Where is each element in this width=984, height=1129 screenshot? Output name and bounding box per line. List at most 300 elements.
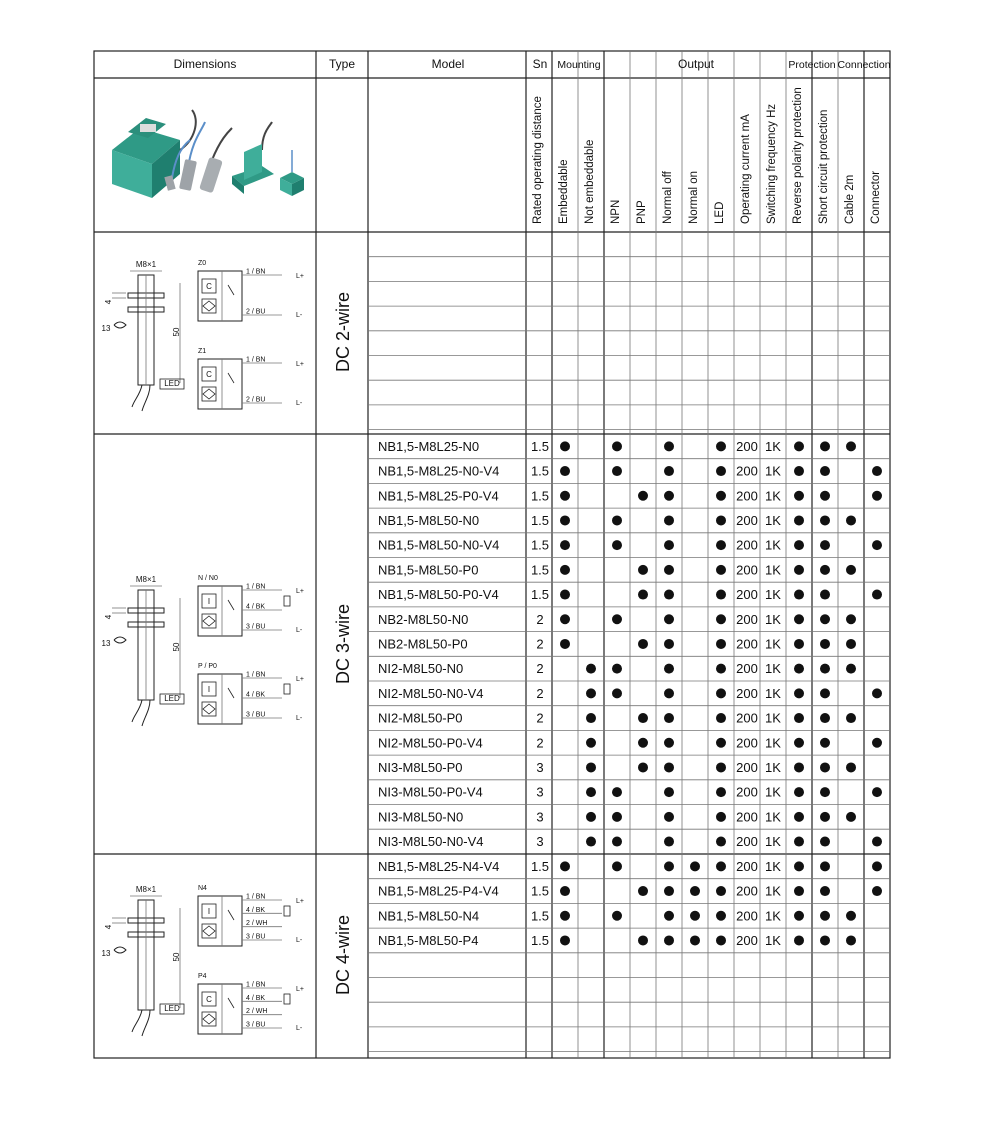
dot-emb — [560, 491, 570, 501]
column-label: Normal off — [662, 171, 674, 224]
sn-value: 3 — [536, 809, 544, 825]
dot-led — [716, 688, 726, 698]
dot-rev — [794, 515, 804, 525]
sn-value: 1.5 — [530, 512, 550, 528]
dot-led — [716, 540, 726, 550]
dot-pnp — [638, 935, 648, 945]
wire-label: 1 / BN — [246, 893, 266, 901]
terminal-plus: L+ — [296, 898, 304, 905]
sn-value: 2 — [536, 636, 544, 652]
dot-nemb — [586, 664, 596, 674]
dot-npn — [612, 614, 622, 624]
dot-noff — [664, 812, 674, 822]
thread-label: M8×1 — [135, 885, 157, 894]
dot-led — [716, 664, 726, 674]
type-dc-2-wire: DC 2-wire — [333, 291, 353, 373]
circuit-label: P / P0 — [198, 663, 217, 670]
model-name: NB1,5-M8L50-P0 — [378, 562, 479, 578]
dot-rev — [794, 540, 804, 550]
led-label: LED — [164, 1004, 180, 1013]
frequency-value: 1K — [765, 463, 781, 479]
dot-cable — [846, 441, 856, 451]
dot-rev — [794, 466, 804, 476]
dot-emb — [560, 861, 570, 871]
wire-label: 1 / BN — [246, 268, 266, 276]
thread-label: M8×1 — [135, 260, 157, 269]
model-name: NB1,5-M8L25-N0 — [378, 438, 480, 454]
dot-rev — [794, 565, 804, 575]
wire-label: 4 / BK — [246, 603, 266, 611]
dot-npn — [612, 664, 622, 674]
dot-conn — [872, 491, 882, 501]
current-value: 200 — [736, 809, 758, 825]
column-label: Short circuit protection — [818, 109, 830, 224]
current-value: 200 — [736, 438, 758, 454]
dot-cable — [846, 713, 856, 723]
model-name: NI2-M8L50-P0-V4 — [378, 735, 483, 751]
wire-label: 4 / BK — [246, 691, 266, 699]
column-label: Cable 2m — [844, 174, 856, 224]
sn-value: 1.5 — [530, 562, 550, 578]
led-label: LED — [164, 694, 180, 703]
dot-noff — [664, 861, 674, 871]
current-value: 200 — [736, 463, 758, 479]
dot-nemb — [586, 688, 596, 698]
dot-conn — [872, 861, 882, 871]
dot-conn — [872, 540, 882, 550]
terminal-plus: L+ — [296, 986, 304, 993]
wire-label: 3 / BU — [246, 933, 266, 941]
model-name: NB1,5-M8L50-P0-V4 — [378, 587, 499, 603]
sn-value: 1.5 — [530, 932, 550, 948]
terminal-minus: L- — [296, 937, 303, 944]
frequency-value: 1K — [765, 735, 781, 751]
current-value: 200 — [736, 908, 758, 924]
dot-emb — [560, 614, 570, 624]
header-mounting: Mounting — [557, 59, 601, 71]
dot-rev — [794, 935, 804, 945]
model-name: NB2-M8L50-N0 — [378, 611, 469, 627]
dot-rev — [794, 787, 804, 797]
wire-label: 3 / BU — [246, 623, 266, 631]
model-name: NB1,5-M8L50-N4 — [378, 908, 480, 924]
header-dimensions: Dimensions — [173, 57, 237, 71]
current-value: 200 — [736, 661, 758, 677]
sn-value: 1.5 — [530, 908, 550, 924]
sensor-symbol: I — [207, 907, 211, 916]
dot-cable — [846, 515, 856, 525]
dot-short — [820, 540, 830, 550]
model-name: NB1,5-M8L50-P4 — [378, 932, 479, 948]
type-dc-4-wire: DC 4-wire — [333, 914, 353, 996]
current-value: 200 — [736, 710, 758, 726]
current-value: 200 — [736, 685, 758, 701]
dot-noff — [664, 491, 674, 501]
current-value: 200 — [736, 562, 758, 578]
sn-value: 3 — [536, 784, 544, 800]
wire-label: 1 / BN — [246, 981, 266, 989]
model-name: NB1,5-M8L25-P0-V4 — [378, 488, 499, 504]
wire-label: 3 / BU — [246, 711, 266, 719]
dot-short — [820, 441, 830, 451]
dot-npn — [612, 812, 622, 822]
sn-value: 1.5 — [530, 537, 550, 553]
dot-npn — [612, 441, 622, 451]
hex-dimension: 4 — [104, 299, 113, 305]
model-name: NI3-M8L50-P0-V4 — [378, 784, 483, 800]
dot-emb — [560, 441, 570, 451]
sn-value: 1.5 — [530, 488, 550, 504]
frequency-value: 1K — [765, 784, 781, 800]
column-label: PNP — [636, 200, 648, 224]
dot-nemb — [586, 837, 596, 847]
wrench-size: 13 — [101, 324, 111, 333]
wire-label: 4 / BK — [246, 994, 266, 1002]
model-name: NB1,5-M8L50-N0 — [378, 512, 480, 528]
dot-rev — [794, 590, 804, 600]
current-value: 200 — [736, 834, 758, 850]
dot-emb — [560, 590, 570, 600]
frequency-value: 1K — [765, 488, 781, 504]
dot-noff — [664, 664, 674, 674]
model-name: NI3-M8L50-N0 — [378, 809, 464, 825]
dot-conn — [872, 738, 882, 748]
dot-led — [716, 515, 726, 525]
dot-npn — [612, 837, 622, 847]
dot-led — [716, 466, 726, 476]
header-type: Type — [328, 57, 356, 71]
dot-led — [716, 590, 726, 600]
current-value: 200 — [736, 611, 758, 627]
current-value: 200 — [736, 932, 758, 948]
frequency-value: 1K — [765, 562, 781, 578]
frequency-value: 1K — [765, 587, 781, 603]
frequency-value: 1K — [765, 908, 781, 924]
dot-cable — [846, 935, 856, 945]
model-name: NI2-M8L50-N0-V4 — [378, 685, 484, 701]
dot-short — [820, 762, 830, 772]
dot-short — [820, 515, 830, 525]
dot-noff — [664, 911, 674, 921]
header-model: Model — [431, 57, 465, 71]
sn-value: 1.5 — [530, 587, 550, 603]
sn-value: 2 — [536, 661, 544, 677]
dot-pnp — [638, 886, 648, 896]
dot-emb — [560, 935, 570, 945]
model-name: NB1,5-M8L25-P4-V4 — [378, 883, 499, 899]
dot-led — [716, 713, 726, 723]
dot-noff — [664, 540, 674, 550]
wire-label: 1 / BN — [246, 583, 266, 591]
terminal-plus: L+ — [296, 361, 304, 368]
frequency-value: 1K — [765, 537, 781, 553]
dot-emb — [560, 565, 570, 575]
frequency-value: 1K — [765, 858, 781, 874]
dot-pnp — [638, 491, 648, 501]
dot-emb — [560, 540, 570, 550]
dot-noff — [664, 713, 674, 723]
dot-short — [820, 837, 830, 847]
dot-short — [820, 738, 830, 748]
dot-non — [690, 861, 700, 871]
dot-short — [820, 861, 830, 871]
model-name: NI3-M8L50-P0 — [378, 759, 463, 775]
dot-rev — [794, 911, 804, 921]
wire-label: 3 / BU — [246, 1021, 266, 1029]
dot-nemb — [586, 762, 596, 772]
dot-npn — [612, 540, 622, 550]
dot-noff — [664, 738, 674, 748]
dot-cable — [846, 911, 856, 921]
current-value: 200 — [736, 587, 758, 603]
dot-cable — [846, 614, 856, 624]
dot-rev — [794, 738, 804, 748]
dot-led — [716, 762, 726, 772]
dot-short — [820, 590, 830, 600]
dot-cable — [846, 565, 856, 575]
model-name: NB1,5-M8L25-N0-V4 — [378, 463, 500, 479]
dot-led — [716, 614, 726, 624]
type-dc-3-wire: DC 3-wire — [333, 603, 353, 685]
dot-noff — [664, 441, 674, 451]
sn-value: 1.5 — [530, 463, 550, 479]
wire-label: 1 / BN — [246, 671, 266, 679]
dot-noff — [664, 787, 674, 797]
sensor-symbol: C — [206, 995, 212, 1004]
circuit-label: Z1 — [198, 348, 207, 355]
terminal-plus: L+ — [296, 588, 304, 595]
dot-rev — [794, 639, 804, 649]
length-dimension: 50 — [172, 642, 181, 652]
dot-noff — [664, 614, 674, 624]
dot-noff — [664, 639, 674, 649]
frequency-value: 1K — [765, 710, 781, 726]
dot-rev — [794, 762, 804, 772]
dot-conn — [872, 837, 882, 847]
wire-label: 2 / BU — [246, 308, 266, 316]
sensor-symbol: I — [207, 597, 211, 606]
dot-noff — [664, 688, 674, 698]
dot-pnp — [638, 713, 648, 723]
dot-noff — [664, 762, 674, 772]
terminal-plus: L+ — [296, 273, 304, 280]
wire-label: 2 / WH — [246, 1008, 268, 1016]
dot-nemb — [586, 738, 596, 748]
model-name: NI2-M8L50-N0 — [378, 661, 464, 677]
wire-label: 2 / WH — [246, 920, 268, 928]
sn-value: 2 — [536, 735, 544, 751]
terminal-minus: L- — [296, 627, 303, 634]
dot-rev — [794, 886, 804, 896]
sensor-symbol: C — [206, 370, 212, 379]
dot-led — [716, 565, 726, 575]
circuit-label: P4 — [198, 973, 207, 980]
dot-rev — [794, 812, 804, 822]
dot-led — [716, 639, 726, 649]
column-label: Embeddable — [558, 159, 570, 224]
circuit-label: N / N0 — [198, 575, 218, 582]
frequency-value: 1K — [765, 611, 781, 627]
frequency-value: 1K — [765, 636, 781, 652]
dot-led — [716, 441, 726, 451]
terminal-minus: L- — [296, 312, 303, 319]
current-value: 200 — [736, 488, 758, 504]
dot-short — [820, 614, 830, 624]
dot-led — [716, 886, 726, 896]
sn-value: 2 — [536, 710, 544, 726]
dot-short — [820, 935, 830, 945]
dot-cable — [846, 664, 856, 674]
dot-rev — [794, 491, 804, 501]
terminal-plus: L+ — [296, 676, 304, 683]
circuit-label: Z0 — [198, 260, 207, 267]
sn-value: 2 — [536, 611, 544, 627]
dot-conn — [872, 590, 882, 600]
dot-short — [820, 639, 830, 649]
frequency-value: 1K — [765, 661, 781, 677]
led-label: LED — [164, 379, 180, 388]
frequency-value: 1K — [765, 759, 781, 775]
thread-label: M8×1 — [135, 575, 157, 584]
sensor-symbol: C — [206, 282, 212, 291]
dot-rev — [794, 664, 804, 674]
dot-short — [820, 886, 830, 896]
dot-cable — [846, 639, 856, 649]
dot-short — [820, 688, 830, 698]
circuit-label: N4 — [198, 885, 207, 892]
frequency-value: 1K — [765, 809, 781, 825]
sn-value: 1.5 — [530, 883, 550, 899]
dot-conn — [872, 787, 882, 797]
dot-conn — [872, 886, 882, 896]
current-value: 200 — [736, 537, 758, 553]
dot-short — [820, 713, 830, 723]
dot-npn — [612, 787, 622, 797]
dot-pnp — [638, 738, 648, 748]
dot-nemb — [586, 787, 596, 797]
model-name: NB1,5-M8L50-N0-V4 — [378, 537, 500, 553]
dot-rev — [794, 688, 804, 698]
current-value: 200 — [736, 735, 758, 751]
dot-short — [820, 466, 830, 476]
dot-conn — [872, 466, 882, 476]
dot-short — [820, 812, 830, 822]
frequency-value: 1K — [765, 834, 781, 850]
model-name: NI3-M8L50-N0-V4 — [378, 834, 484, 850]
dot-noff — [664, 515, 674, 525]
wrench-size: 13 — [101, 639, 111, 648]
dot-conn — [872, 688, 882, 698]
dot-emb — [560, 515, 570, 525]
sn-value: 1.5 — [530, 858, 550, 874]
dot-noff — [664, 466, 674, 476]
dot-short — [820, 565, 830, 575]
current-value: 200 — [736, 883, 758, 899]
dot-non — [690, 886, 700, 896]
dot-npn — [612, 911, 622, 921]
header-output: Output — [677, 57, 715, 71]
frequency-value: 1K — [765, 932, 781, 948]
column-label: Switching frequency Hz — [766, 103, 778, 224]
sn-value: 3 — [536, 759, 544, 775]
dot-nemb — [586, 812, 596, 822]
dot-short — [820, 911, 830, 921]
model-name: NB2-M8L50-P0 — [378, 636, 468, 652]
dot-led — [716, 787, 726, 797]
dot-led — [716, 861, 726, 871]
dot-short — [820, 787, 830, 797]
dot-rev — [794, 837, 804, 847]
sn-value: 2 — [536, 685, 544, 701]
model-name: NI2-M8L50-P0 — [378, 710, 463, 726]
dot-noff — [664, 565, 674, 575]
dot-noff — [664, 935, 674, 945]
frequency-value: 1K — [765, 883, 781, 899]
dot-rev — [794, 441, 804, 451]
dot-noff — [664, 590, 674, 600]
dot-led — [716, 837, 726, 847]
dot-emb — [560, 639, 570, 649]
dot-pnp — [638, 590, 648, 600]
column-label: Rated operating distance — [532, 96, 544, 224]
frequency-value: 1K — [765, 685, 781, 701]
column-label: Reverse polarity protection — [792, 87, 804, 224]
terminal-minus: L- — [296, 400, 303, 407]
dot-nemb — [586, 713, 596, 723]
column-label: LED — [714, 201, 726, 224]
terminal-minus: L- — [296, 1025, 303, 1032]
column-label: Not embeddable — [584, 139, 596, 224]
sn-value: 3 — [536, 834, 544, 850]
current-value: 200 — [736, 636, 758, 652]
column-label: Connector — [870, 170, 882, 224]
column-label: Operating current mA — [740, 114, 752, 224]
dot-cable — [846, 812, 856, 822]
header-protection: Protection — [788, 59, 836, 71]
current-value: 200 — [736, 759, 758, 775]
dot-emb — [560, 911, 570, 921]
current-value: 200 — [736, 512, 758, 528]
terminal-minus: L- — [296, 715, 303, 722]
wrench-size: 13 — [101, 949, 111, 958]
dot-led — [716, 911, 726, 921]
dot-pnp — [638, 762, 648, 772]
dot-pnp — [638, 565, 648, 575]
column-label: Normal on — [688, 170, 700, 224]
current-value: 200 — [736, 784, 758, 800]
dot-rev — [794, 713, 804, 723]
column-label: NPN — [610, 199, 622, 224]
dot-led — [716, 935, 726, 945]
wire-label: 1 / BN — [246, 356, 266, 364]
dot-pnp — [638, 639, 648, 649]
frequency-value: 1K — [765, 512, 781, 528]
current-value: 200 — [736, 858, 758, 874]
model-name: NB1,5-M8L25-N4-V4 — [378, 858, 500, 874]
dot-emb — [560, 886, 570, 896]
header-connection: Connection — [837, 59, 891, 71]
dot-non — [690, 911, 700, 921]
hex-dimension: 4 — [104, 614, 113, 620]
dot-noff — [664, 837, 674, 847]
dot-npn — [612, 688, 622, 698]
dot-led — [716, 812, 726, 822]
dot-non — [690, 935, 700, 945]
sn-value: 1.5 — [530, 438, 550, 454]
dot-noff — [664, 886, 674, 896]
frequency-value: 1K — [765, 438, 781, 454]
dot-rev — [794, 861, 804, 871]
